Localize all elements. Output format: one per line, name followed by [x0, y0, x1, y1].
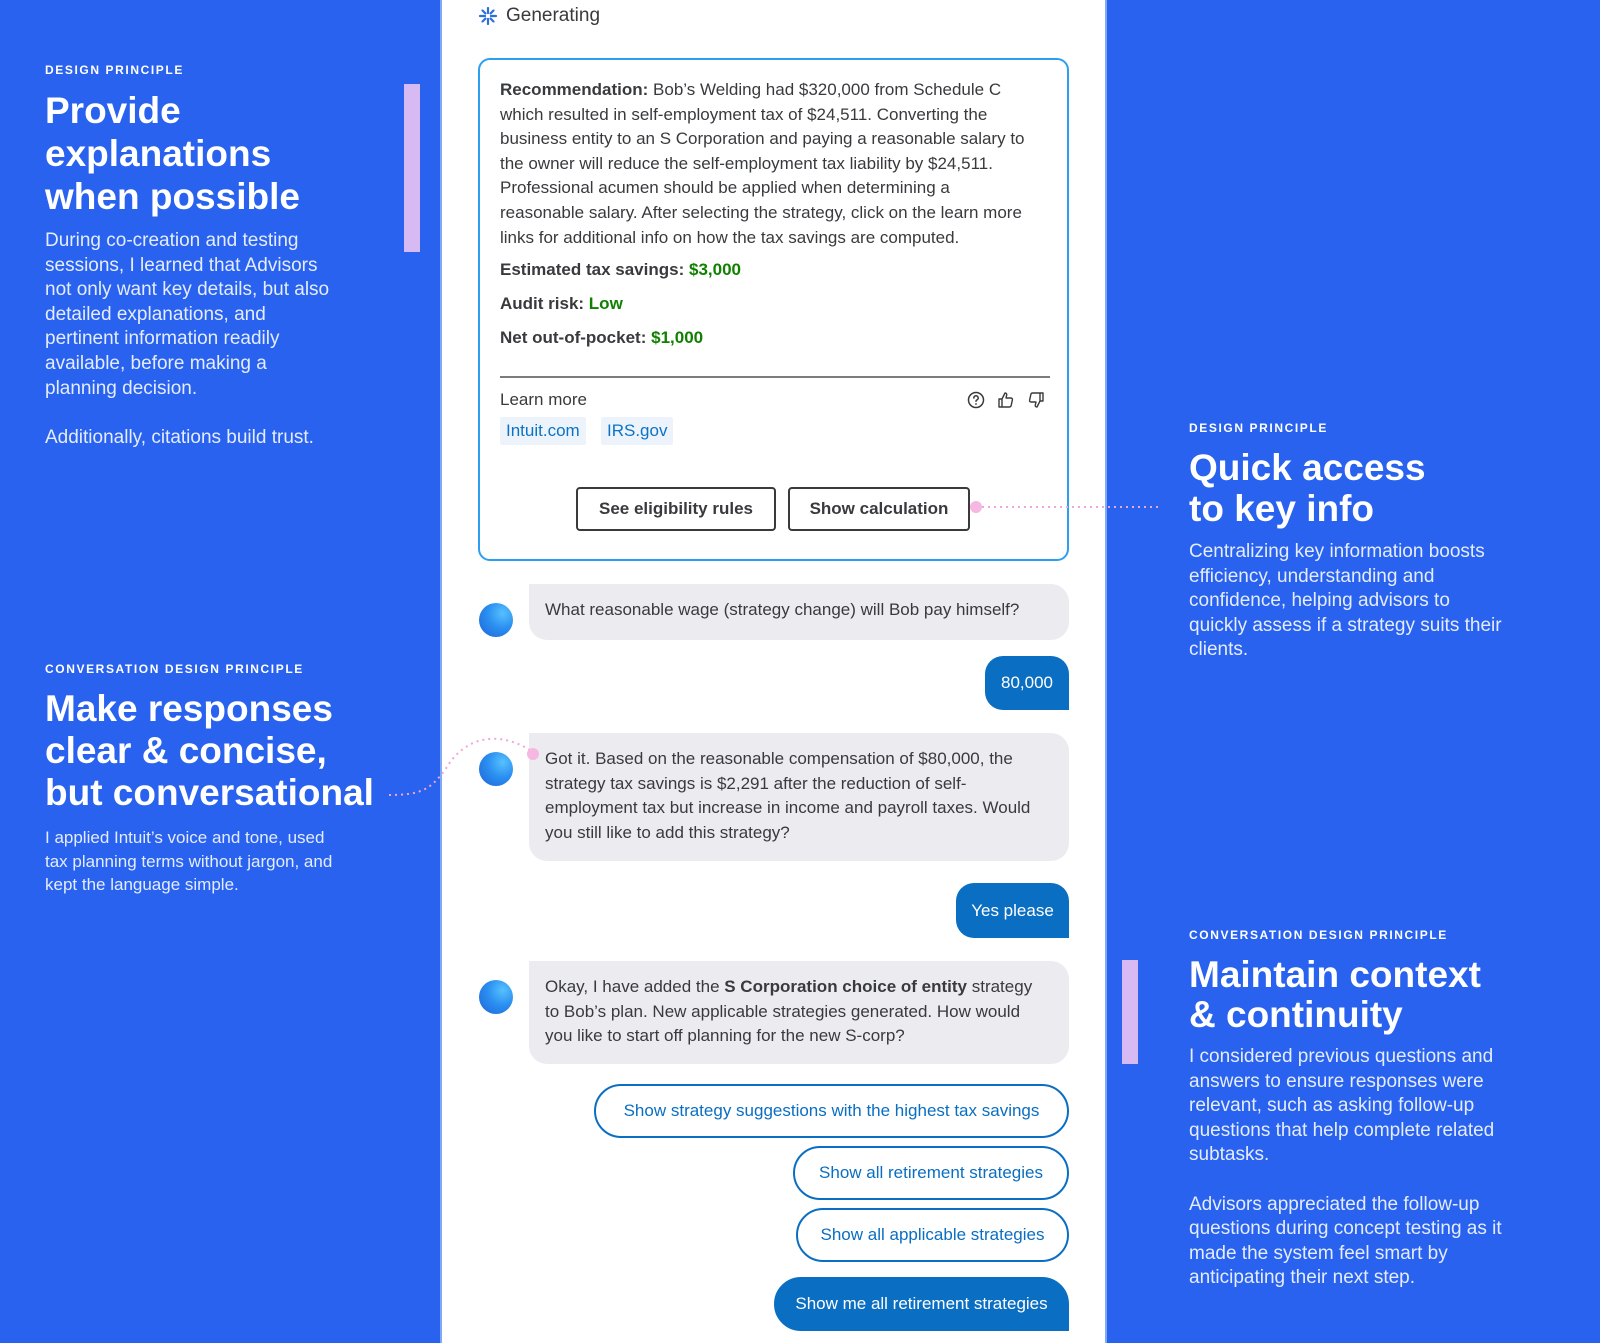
section-title [45, 688, 374, 814]
thumbs-up-icon[interactable] [996, 390, 1016, 410]
body-line: confidence, helping advisors to [1189, 590, 1450, 612]
title-line: Make responses [45, 688, 333, 729]
sparkle-icon [478, 6, 498, 26]
body-line: pertinent information readily [45, 328, 280, 350]
metric-value: $1,000 [651, 328, 704, 347]
net-out-of-pocket [500, 328, 703, 348]
body-line: not only want key details, but also [45, 279, 330, 301]
message-line: you still like to add this strategy? [545, 822, 790, 842]
message-line: you like to start off planning for the new S-corp? [545, 1026, 905, 1046]
metric-label: Estimated tax savings: [500, 260, 685, 279]
help-icon[interactable] [966, 390, 986, 410]
title-line: & continuity [1189, 994, 1403, 1035]
title-line: explanations [45, 133, 272, 174]
assistant-avatar [479, 752, 513, 786]
accent-bar [404, 84, 420, 252]
message-line: Got it. Based on the reasonable compensation of $80,000, the [545, 749, 1013, 768]
metric-value: Low [588, 294, 623, 313]
message-text: Okay, I have added the [545, 977, 725, 996]
section-body [45, 229, 375, 450]
body-line: clients. [1189, 639, 1249, 661]
body-line: Centralizing key information boosts [1189, 541, 1485, 562]
message-line: employment tax but increase in income and payroll taxes. Would [545, 798, 1031, 818]
section-body [1189, 1045, 1569, 1291]
body-line: sessions, I learned that Advisors [45, 254, 318, 276]
show-calculation-button[interactable]: Show calculation [788, 487, 970, 531]
section-title [1189, 955, 1481, 1035]
recommendation-text [500, 78, 1050, 250]
section-title [45, 89, 300, 218]
title-line: Maintain context [1189, 954, 1481, 995]
body-line: quickly assess if a strategy suits their [1189, 614, 1502, 636]
body-line: During co-creation and testing [45, 230, 299, 251]
estimated-savings [500, 260, 741, 280]
status-text: Generating [506, 5, 601, 26]
assistant-avatar [479, 603, 513, 637]
assistant-avatar [479, 980, 513, 1014]
feedback-icons [966, 390, 1046, 410]
body-line: I applied Intuit’s voice and tone, used [45, 828, 325, 847]
recommendation-line: Professional acumen should be applied when determining a [500, 178, 950, 198]
body-line: questions during concept testing as it [1189, 1218, 1502, 1240]
title-line: clear & concise, [45, 730, 327, 771]
body-line: answers to ensure responses were [1189, 1070, 1484, 1092]
message-text: strategy [967, 977, 1033, 996]
user-message: Yes please [956, 883, 1069, 938]
citation-link[interactable]: Intuit.com [500, 417, 586, 445]
audit-risk [500, 294, 623, 314]
section-eyebrow: DESIGN PRINCIPLE [1189, 421, 1328, 435]
assistant-message: What reasonable wage (strategy change) will Bob pay himself? [529, 584, 1069, 640]
body-line: made the system feel smart by [1189, 1242, 1448, 1264]
section-eyebrow: DESIGN PRINCIPLE [45, 63, 184, 77]
body-line: I considered previous questions and [1189, 1046, 1494, 1067]
body-line: Advisors appreciated the follow-up [1189, 1193, 1480, 1215]
divider [500, 376, 1050, 378]
title-line: Quick access [1189, 447, 1426, 488]
recommendation-line: reasonable salary. After selecting the strategy, click on the learn more [500, 202, 1022, 222]
body-line: planning decision. [45, 377, 198, 399]
body-line: Additionally, citations build trust. [45, 426, 314, 448]
metric-label: Audit risk: [500, 294, 585, 313]
body-line: anticipating their next step. [1189, 1267, 1416, 1289]
recommendation-card [478, 58, 1069, 561]
title-line: but conversational [45, 772, 374, 813]
metric-value: $3,000 [688, 260, 741, 279]
body-line: available, before making a [45, 352, 267, 374]
body-line: tax planning terms without jargon, and [45, 851, 333, 871]
body-line: kept the language simple. [45, 875, 239, 894]
title-line: Provide [45, 90, 181, 131]
body-line: relevant, such as asking follow-up [1189, 1095, 1475, 1117]
citation-link[interactable]: IRS.gov [601, 417, 673, 445]
recommendation-line: the owner will reduce the self-employment tax liability by $24,511. [500, 153, 993, 173]
suggestion-chip[interactable]: Show all retirement strategies [793, 1146, 1069, 1200]
see-eligibility-rules-button[interactable]: See eligibility rules [576, 487, 776, 531]
assistant-message [529, 961, 1069, 1064]
strategy-name: S Corporation choice of entity [724, 977, 967, 996]
recommendation-line: business entity to an S Corporation and paying a reasonable salary to [500, 129, 1025, 149]
thumbs-down-icon[interactable] [1026, 390, 1046, 410]
learn-more-label: Learn more [500, 390, 587, 409]
section-body [45, 826, 385, 897]
section-title [1189, 447, 1426, 529]
body-line: subtasks. [1189, 1144, 1270, 1166]
selected-suggestion-message: Show me all retirement strategies [774, 1277, 1069, 1331]
body-line: detailed explanations, and [45, 303, 266, 325]
body-line: efficiency, understanding and [1189, 565, 1435, 587]
message-line: strategy tax savings is $2,291 after the reduction of self- [545, 773, 967, 793]
section-eyebrow: CONVERSATION DESIGN PRINCIPLE [1189, 928, 1448, 942]
title-line: when possible [45, 176, 300, 217]
user-message: 80,000 [985, 656, 1069, 710]
section-body [1189, 540, 1569, 663]
recommendation-label: Recommendation: [500, 80, 649, 99]
message-line: to Bob’s plan. New applicable strategies generated. How would [545, 1001, 1021, 1021]
body-line: questions that help complete related [1189, 1119, 1495, 1141]
recommendation-line: which resulted in self-employment tax of $24,511. Converting the [500, 104, 988, 124]
section-eyebrow: CONVERSATION DESIGN PRINCIPLE [45, 662, 304, 676]
metric-label: Net out-of-pocket: [500, 328, 647, 347]
suggestion-chip[interactable]: Show all applicable strategies [796, 1208, 1069, 1262]
assistant-message [529, 733, 1069, 861]
recommendation-line: links for additional info on how the tax savings are computed. [500, 227, 960, 247]
recommendation-line: Bob’s Welding had $320,000 from Schedule C [648, 80, 1002, 99]
generating-status [478, 5, 600, 27]
accent-bar [1122, 960, 1138, 1064]
title-line: to key info [1189, 488, 1375, 529]
suggestion-chip[interactable]: Show strategy suggestions with the highest tax savings [594, 1084, 1069, 1138]
